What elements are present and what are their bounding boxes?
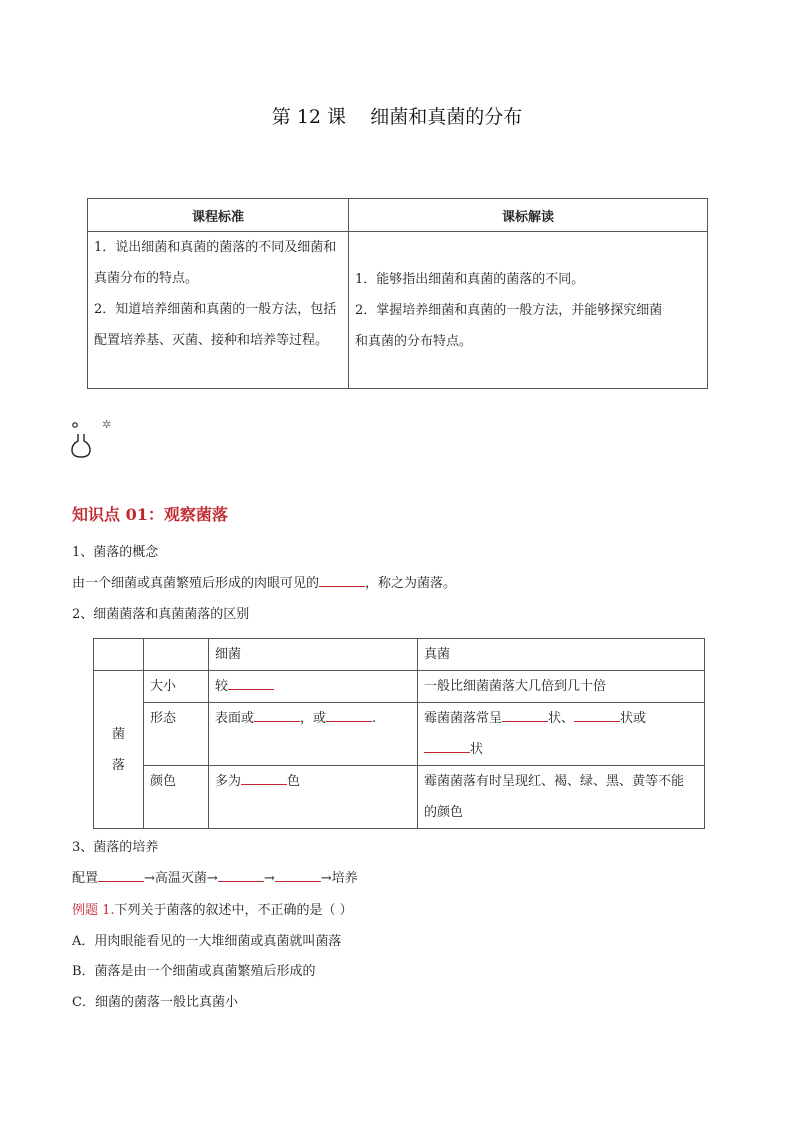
sparkle-icon: ✲ — [102, 418, 112, 431]
attr-size: 大小 — [144, 671, 209, 703]
fungi-size: 一般比细菌菌落大几倍到几十倍 — [418, 671, 705, 703]
bacteria-size: 较 — [209, 671, 418, 703]
fungi-header: 真菌 — [418, 639, 705, 671]
option-c: C．细菌的菌落一般比真菌小 — [72, 995, 238, 1010]
answer-blank[interactable] — [319, 574, 365, 587]
option-b: B．菌落是由一个细菌或真菌繁殖后形成的 — [72, 964, 316, 979]
answer-blank[interactable] — [574, 709, 620, 722]
interpretation-line: 1．能够指出细菌和真菌的菌落的不同。 — [355, 271, 585, 287]
standards-cell — [88, 232, 349, 389]
bacteria-header: 细菌 — [209, 639, 418, 671]
answer-blank[interactable] — [275, 869, 321, 882]
fungi-shape: 霉菌菌落常呈 状、 状或 状 — [418, 703, 705, 766]
row-group-label: 菌落 — [94, 671, 144, 829]
answer-blank[interactable] — [228, 677, 274, 690]
culture-steps: 配置 →高温灭菌→ → →培养 — [72, 871, 358, 886]
answer-blank[interactable] — [424, 740, 470, 753]
answer-blank[interactable] — [98, 869, 144, 882]
option-a: A．用肉眼能看见的一大堆细菌或真菌就叫菌落 — [72, 934, 342, 949]
interpretation-line: 和真菌的分布特点。 — [355, 333, 473, 349]
answer-blank[interactable] — [254, 709, 300, 722]
standards-line: 配置培养基、灭菌、接种和培养等过程。 — [94, 333, 329, 348]
standards-line: 2．知道培养细菌和真菌的一般方法，包括 — [94, 302, 337, 317]
interpretation-header: 课标解读 — [349, 199, 708, 232]
answer-blank[interactable] — [218, 869, 264, 882]
example-label: 例题 1. — [72, 903, 115, 918]
answer-blank[interactable] — [241, 772, 287, 785]
answer-blank[interactable] — [326, 709, 372, 722]
bacteria-color: 多为 色 — [209, 766, 418, 829]
bacteria-shape: 表面或 ，或 . — [209, 703, 418, 766]
interpretation-line: 2．掌握培养细菌和真菌的一般方法，并能够探究细菌 — [355, 302, 663, 318]
flask-icon — [71, 422, 91, 458]
example-question: 例题 1.下列关于菌落的叙述中，不正确的是（ ） — [72, 903, 353, 918]
attr-color: 颜色 — [144, 766, 209, 829]
page-title: 第 12 课 细菌和真菌的分布 — [271, 106, 523, 128]
fungi-color: 霉菌菌落有时呈现红、褐、绿、黑、黄等不能 的颜色 — [418, 766, 705, 829]
standards-line: 1．说出细菌和真菌的菌落的不同及细菌和 — [94, 240, 337, 255]
standards-line: 真菌分布的特点。 — [94, 271, 199, 286]
knowledge-point-heading: 知识点 01：观察菌落 — [72, 505, 228, 524]
section3-heading: 3、菌落的培养 — [72, 840, 159, 855]
curriculum-standards-table — [87, 198, 708, 389]
standards-header: 课程标准 — [88, 199, 349, 232]
section2-heading: 2、细菌菌落和真菌菌落的区别 — [72, 607, 250, 622]
colony-comparison-table — [93, 638, 705, 829]
colony-definition: 由一个细菌或真菌繁殖后形成的肉眼可见的 ，称之为菌落。 — [72, 576, 457, 591]
attr-shape: 形态 — [144, 703, 209, 766]
section1-heading: 1、菌落的概念 — [72, 545, 159, 560]
answer-blank[interactable] — [502, 709, 548, 722]
interpretation-cell — [349, 232, 708, 389]
